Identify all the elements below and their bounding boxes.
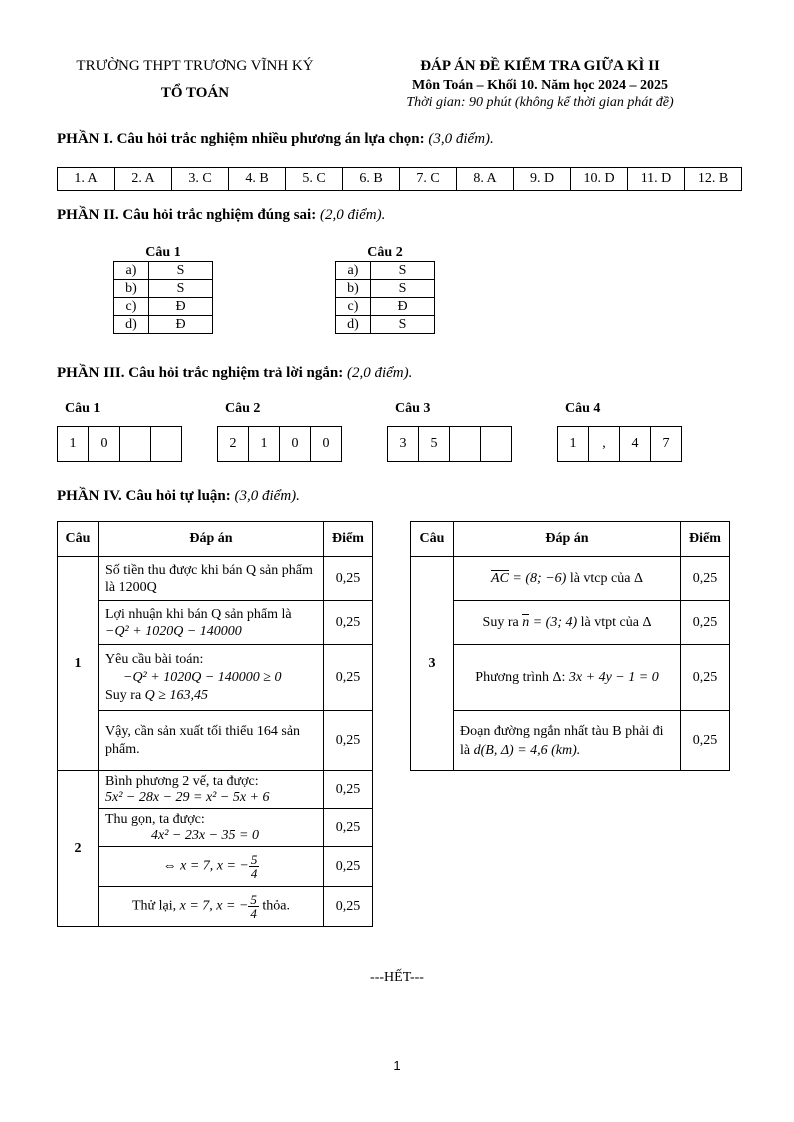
short-answer-digit: 0 bbox=[280, 427, 311, 461]
short-answer-digit: 5 bbox=[419, 427, 450, 461]
tf-row bbox=[336, 298, 435, 316]
short-answer-digit: 3 bbox=[388, 427, 419, 461]
mc-answer-cell: 3. C bbox=[172, 168, 229, 191]
mc-answer-cell: 8. A bbox=[457, 168, 514, 191]
q2-step-4: Thử lại, x = 7, x = − $\frac{5}{4}$ thỏa. bbox=[99, 887, 324, 927]
doc-title: ĐÁP ÁN ĐỀ KIỂM TRA GIỮA KÌ II bbox=[420, 58, 660, 74]
short-answer-digit: 1 bbox=[58, 427, 89, 461]
col-header-answer-right: Đáp án bbox=[454, 522, 681, 557]
tf-item-label: a) bbox=[336, 262, 371, 280]
q1-step-2: Lợi nhuận khi bán Q sản phẩm là −Q² + 1020Q − 140000 bbox=[99, 601, 324, 645]
q3-step-3: Phương trình Δ: 3x + 4y − 1 = 0 bbox=[454, 645, 681, 711]
q2-step-3: ⇔ x = 7, x = − $\frac{5}{4}$ bbox=[99, 847, 324, 887]
col-header-points-right: Điểm bbox=[681, 522, 730, 557]
tf-item-label: b) bbox=[114, 280, 149, 298]
short-answer-digit: 4 bbox=[620, 427, 651, 461]
tf-item-answer: S bbox=[149, 280, 213, 298]
q2-step-2: Thu gọn, ta được: 4x² − 23x − 35 = 0 bbox=[99, 809, 324, 847]
short-answer-box bbox=[557, 426, 682, 462]
short-answer-digit: 1 bbox=[249, 427, 280, 461]
short-answer-digit: 0 bbox=[322, 436, 330, 451]
short-answer-box bbox=[387, 426, 512, 462]
doc-subject: Môn Toán – Khối 10. Năm học 2024 – 2025 bbox=[412, 78, 668, 93]
q3-step-1-points: 0,25 bbox=[681, 557, 730, 601]
tf-item-answer: S bbox=[149, 262, 213, 280]
q1-step-3: Yêu cầu bài toán: −Q² + 1020Q − 140000 ≥ 0 Suy ra Q ≥ 163,45 bbox=[99, 645, 324, 711]
tf-item-answer: Đ bbox=[371, 298, 435, 316]
tf-row bbox=[114, 298, 213, 316]
tf-item-answer: Đ bbox=[149, 316, 213, 334]
mc-answer-cell: 9. D bbox=[514, 168, 571, 191]
q1-step-1: Số tiền thu được khi bán Q sản phẩm là 1200Q bbox=[99, 557, 324, 601]
tf-item-answer: Đ bbox=[149, 298, 213, 316]
short-answer-digit: 0 bbox=[89, 427, 120, 461]
q1-step-4: Vậy, cần sản xuất tối thiểu 164 sản phẩm. bbox=[99, 711, 324, 771]
mc-answer-cell: 11. D bbox=[628, 168, 685, 191]
tf-item-label: a) bbox=[114, 262, 149, 280]
part2-q2-table bbox=[335, 244, 435, 334]
tf-item-answer: S bbox=[371, 316, 435, 334]
mc-answer-cell: 12. B bbox=[685, 168, 742, 191]
q2-step-3-points: 0,25 bbox=[324, 847, 373, 887]
part4-heading: PHẦN IV. Câu hỏi tự luận: (3,0 điểm). bbox=[57, 488, 300, 504]
q3-step-3-points: 0,25 bbox=[681, 645, 730, 711]
q3-step-4: Đoạn đường ngắn nhất tàu B phải đi là d(B, Δ) = 4,6 (km). bbox=[454, 711, 681, 771]
q1-step-1-points: 0,25 bbox=[324, 557, 373, 601]
short-answer-box bbox=[57, 426, 182, 462]
part1-heading: PHẦN I. Câu hỏi trắc nghiệm nhiều phương án lựa chọn: (3,0 điểm). bbox=[57, 131, 494, 147]
short-answer-digit bbox=[481, 427, 511, 461]
part2-q2-label: Câu 2 bbox=[336, 244, 435, 262]
tf-item-label: b) bbox=[336, 280, 371, 298]
tf-item-label: d) bbox=[114, 316, 149, 334]
essay-table-left bbox=[57, 521, 373, 927]
school-name: TRƯỜNG THPT TRƯƠNG VĨNH KÝ bbox=[76, 58, 314, 74]
short-answer-digit: , bbox=[589, 427, 620, 461]
q3-number: 3 bbox=[411, 557, 454, 771]
q2-step-2-points: 0,25 bbox=[324, 809, 373, 847]
part1-answer-table bbox=[57, 167, 742, 191]
q3-step-2-points: 0,25 bbox=[681, 601, 730, 645]
part3-heading: PHẦN III. Câu hỏi trắc nghiệm trả lời ngắn: (2,0 điểm). bbox=[57, 365, 413, 381]
short-answer-label: Câu 1 bbox=[65, 401, 101, 416]
short-answer-digit: 2 bbox=[218, 427, 249, 461]
mc-answer-cell: 2. A bbox=[115, 168, 172, 191]
tf-item-answer: S bbox=[371, 262, 435, 280]
doc-time: Thời gian: 90 phút (không kể thời gian phát đề) bbox=[406, 95, 674, 110]
mc-answer-cell: 1. A bbox=[58, 168, 115, 191]
mc-answer-cell: 5. C bbox=[286, 168, 343, 191]
page-number: 1 bbox=[393, 1058, 401, 1073]
tf-item-answer: S bbox=[371, 280, 435, 298]
q2-number: 2 bbox=[58, 771, 99, 927]
col-header-points: Điểm bbox=[324, 522, 373, 557]
mc-answer-cell: 7. C bbox=[400, 168, 457, 191]
q1-number: 1 bbox=[58, 557, 99, 771]
tf-row bbox=[336, 262, 435, 280]
short-answer-digit bbox=[120, 427, 151, 461]
col-header-answer: Đáp án bbox=[99, 522, 324, 557]
short-answer-box bbox=[217, 426, 342, 462]
short-answer-digit bbox=[450, 427, 481, 461]
part2-q1-label: Câu 1 bbox=[114, 244, 213, 262]
col-header-question: Câu bbox=[58, 522, 99, 557]
mc-answer-cell: 10. D bbox=[571, 168, 628, 191]
q3-step-1: AC = (8; −6) là vtcp của Δ bbox=[454, 557, 681, 601]
tf-row bbox=[336, 280, 435, 298]
tf-item-label: c) bbox=[114, 298, 149, 316]
short-answer-label: Câu 3 bbox=[395, 401, 431, 416]
q1-step-4-points: 0,25 bbox=[324, 711, 373, 771]
q3-step-2: Suy ra n = (3; 4) là vtpt của Δ bbox=[454, 601, 681, 645]
part2-q1-table bbox=[113, 244, 213, 334]
q2-step-1: Bình phương 2 vế, ta được: 5x² − 28x − 29 = x² − 5x + 6 bbox=[99, 771, 324, 809]
department-name: TỔ TOÁN bbox=[160, 85, 230, 101]
q3-step-4-points: 0,25 bbox=[681, 711, 730, 771]
essay-table-right bbox=[410, 521, 730, 771]
q2-step-4-points: 0,25 bbox=[324, 887, 373, 927]
tf-item-label: d) bbox=[336, 316, 371, 334]
tf-item-label: c) bbox=[336, 298, 371, 316]
end-marker: ---HẾT--- bbox=[370, 970, 424, 985]
short-answer-digit: 7 bbox=[662, 436, 670, 451]
short-answer-digit bbox=[151, 427, 181, 461]
part2-heading: PHẦN II. Câu hỏi trắc nghiệm đúng sai: (2,0 điểm). bbox=[57, 207, 386, 223]
col-header-question-right: Câu bbox=[411, 522, 454, 557]
tf-row bbox=[336, 316, 435, 334]
mc-answer-cell: 4. B bbox=[229, 168, 286, 191]
short-answer-digit: 1 bbox=[558, 427, 589, 461]
tf-row bbox=[114, 262, 213, 280]
tf-row bbox=[114, 316, 213, 334]
q1-step-2-points: 0,25 bbox=[324, 601, 373, 645]
short-answer-label: Câu 2 bbox=[225, 401, 261, 416]
q2-step-1-points: 0,25 bbox=[324, 771, 373, 809]
short-answer-label: Câu 4 bbox=[565, 401, 601, 416]
mc-answer-cell: 6. B bbox=[343, 168, 400, 191]
q1-step-3-points: 0,25 bbox=[324, 645, 373, 711]
tf-row bbox=[114, 280, 213, 298]
